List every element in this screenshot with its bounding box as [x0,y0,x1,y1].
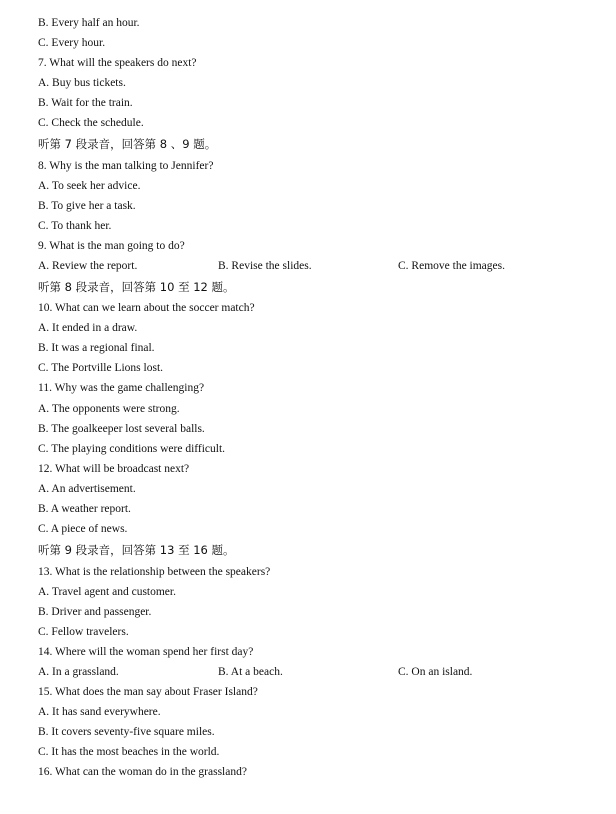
option-10c: C. The Portville Lions lost. [38,362,164,374]
option-9c: C. Remove the images. [398,260,505,272]
option-10b: B. It was a regional final. [38,342,155,354]
option-11b: B. The goalkeeper lost several balls. [38,423,205,435]
option-8a: A. To seek her advice. [38,180,141,192]
option-12c: C. A piece of news. [38,523,128,535]
option-7b: B. Wait for the train. [38,97,133,109]
question-10: 10. What can we learn about the soccer match? [38,302,255,314]
option-14c: C. On an island. [398,666,473,678]
question-7: 7. What will the speakers do next? [38,57,197,69]
option-15c: C. It has the most beaches in the world. [38,746,220,758]
option-12a: A. An advertisement. [38,483,136,495]
option-6b: B. Every half an hour. [38,17,140,29]
option-9a: A. Review the report. [38,260,138,272]
option-7c: C. Check the schedule. [38,117,144,129]
option-13b: B. Driver and passenger. [38,606,152,618]
option-8c: C. To thank her. [38,220,112,232]
option-13c: C. Fellow travelers. [38,626,129,638]
option-12b: B. A weather report. [38,503,131,515]
option-10a: A. It ended in a draw. [38,322,138,334]
option-11a: A. The opponents were strong. [38,403,180,415]
question-15: 15. What does the man say about Fraser Island? [38,686,258,698]
option-7a: A. Buy bus tickets. [38,77,126,89]
section-header-8: 听第 8 段录音，回答第 10 至 12 题。 [38,280,235,294]
option-8b: B. To give her a task. [38,200,136,212]
option-14a: A. In a grassland. [38,666,119,678]
question-12: 12. What will be broadcast next? [38,463,190,475]
question-16: 16. What can the woman do in the grassland? [38,766,247,778]
section-header-7: 听第 7 段录音，回答第 8 、9 题。 [38,137,217,151]
option-9b: B. Revise the slides. [218,260,312,272]
question-13: 13. What is the relationship between the speakers? [38,566,271,578]
option-11c: C. The playing conditions were difficult. [38,443,226,455]
question-11: 11. Why was the game challenging? [38,382,205,394]
option-14b: B. At a beach. [218,666,283,678]
question-14: 14. Where will the woman spend her first day? [38,646,254,658]
option-15b: B. It covers seventy-five square miles. [38,726,215,738]
question-9: 9. What is the man going to do? [38,240,185,252]
option-15a: A. It has sand everywhere. [38,706,161,718]
question-8: 8. Why is the man talking to Jennifer? [38,160,214,172]
section-header-9: 听第 9 段录音，回答第 13 至 16 题。 [38,543,235,557]
option-13a: A. Travel agent and customer. [38,586,176,598]
option-6c: C. Every hour. [38,37,106,49]
